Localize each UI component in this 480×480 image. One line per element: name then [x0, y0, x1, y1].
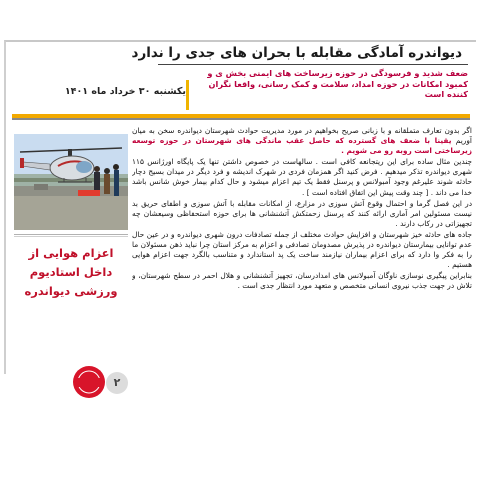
- helicopter-photo: [14, 134, 128, 230]
- body-highlight: یقینا با ضعف های گسترده که حاصل عقب ماندگی های شهرستان در حوزه توسعه زیرساختی است روبه رو می شویم .: [132, 136, 472, 156]
- side-divider-2: [14, 236, 128, 237]
- body-paragraph-4: جاده های حادثه خیز شهرستان و افزایش حوادث مختلف از جمله تصادفات درون شهری دیواندره و در عین حال عدم توانایی بیمارستان دیواندره در پذیرش مصدومان تصادفی و اعزام به مرکز استان چرا نباید ذهن مسئولان ما را به فکر وا دارد که برای اعزام بیماران نیازمند ساخت یک پد استاندارد و متناسب بالگرد جهت اعزام هوایی هستیم .: [132, 229, 472, 270]
- body-paragraph-2: چندین مثال ساده برای این ریتجانعه کافی است . سالهاست در خصوص داشتن تنها یک پایگاه اورژانس ۱۱۵ شهری دیواندره تذکر میدهیم . فرض کنید اگر همزمان فردی در شهرک اندیشه و فرد دیگر در میدان بسیج دچار حادثه شوند علیرغم وجود آمبولانس و پرسنل فقط یک تیم اعزام میشود و حال کدام بیمار خوش شانس باشد خدا می داند . [ چند وقت پیش این اتفاق افتاده است ] .: [132, 157, 472, 197]
- gray-divider: [12, 118, 470, 120]
- newspaper-page: [4, 40, 476, 389]
- side-divider: [14, 234, 128, 235]
- divandareh-logo: [72, 362, 106, 402]
- issue-date: یکشنبه ۳۰ خرداد ماه ۱۴۰۱: [64, 86, 186, 97]
- article-body: [132, 126, 472, 374]
- headline-underline: [158, 64, 468, 65]
- body-text-1a: اگر بدون تعارف متملقانه و با زبانی صریح بخواهیم در مورد مدیریت حوادث شهرستان دیواندره سخن به میان آوریم: [132, 126, 472, 146]
- lead-paragraph: ضعف شدید و فرسودگی در حوزه زیرساخت های ایمنی بخش ی و کمبود امکانات در حوزه امداد، سلامت و کمک رسانی، واقعا نگران کننده است: [207, 68, 468, 99]
- helicopter-photo-illustration: [14, 134, 128, 230]
- photo-caption: اعزام هوایی از داخل استادیوم ورزشی دیواندره: [24, 246, 118, 298]
- headline: دیواندره آمادگی مقابله با بحران های جدی را ندارد: [131, 45, 462, 61]
- date-accent-bar: [186, 80, 189, 110]
- logo-icon: [72, 362, 106, 402]
- body-paragraph-3: در این فصل گرما و احتمال وقوع آتش سوزی در مزارع، از امکانات مقابله با آتش سوزی و اطفای حریق بد نیست مسئولین امر آماری ارائه کنند که پرسنل زحمتکش آتشنشانی ها برای حوزه استحفاظی وسیعشان چه تجهیزاتی در رکاب دارند .: [132, 198, 472, 228]
- page-number: ۲: [106, 372, 128, 394]
- body-paragraph-5: بنابراین پیگیری نوسازی ناوگان آمبولانس های امدادرسان، تجهیز آتشنشانی و هلال احمر در سطح شهرستان، و تلاش در جهت جذب نیروی انسانی متخصص و متعهد مورد انتظار جدی است .: [132, 271, 472, 291]
- body-paragraph-1: [132, 126, 472, 156]
